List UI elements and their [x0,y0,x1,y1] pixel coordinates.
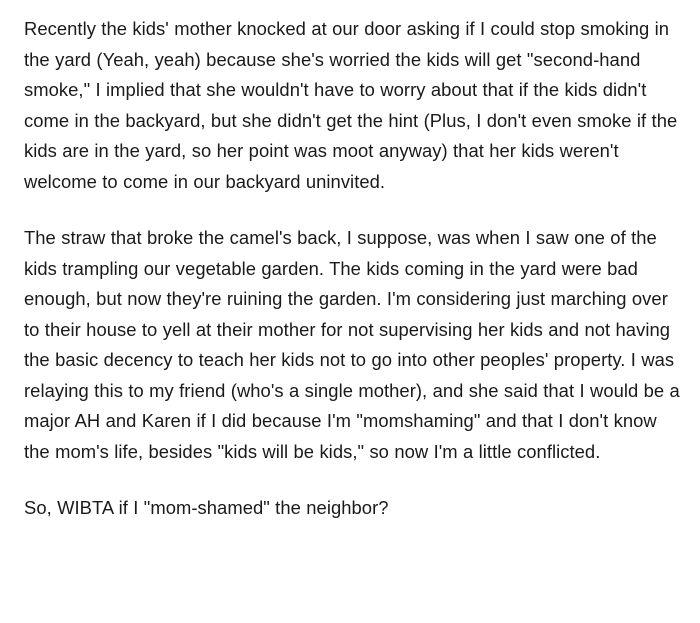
post-paragraph-3: So, WIBTA if I "mom-shamed" the neighbor? [24,497,389,518]
post-paragraph-1: Recently the kids' mother knocked at our door asking if I could stop smoking in the yard (Yeah, yeah) because she's worried the kids will get "second-hand smoke," I implied that she wouldn't have to worry about that if the kids didn't come in the backyard, but she didn't get the hint (Plus, I don't even smoke if the kids are in the yard, so her point was moot anyway) that her kids weren't welcome to come in our backyard uninvited. [24,18,678,192]
post-paragraph-2: The straw that broke the camel's back, I suppose, was when I saw one of the kids trampling our vegetable garden. The kids coming in the yard were bad enough, but now they're ruining the garden. I'm considering just marching over to their house to yell at their mother for not supervising her kids and not having the basic decency to teach her kids not to go into other peoples' property. I was relaying this to my friend (who's a single mother), and she said that I would be a major AH and Karen if I did because I'm "momshaming" and that I don't know the mom's life, besides "kids will be kids," so now I'm a little conflicted. [24,227,680,462]
